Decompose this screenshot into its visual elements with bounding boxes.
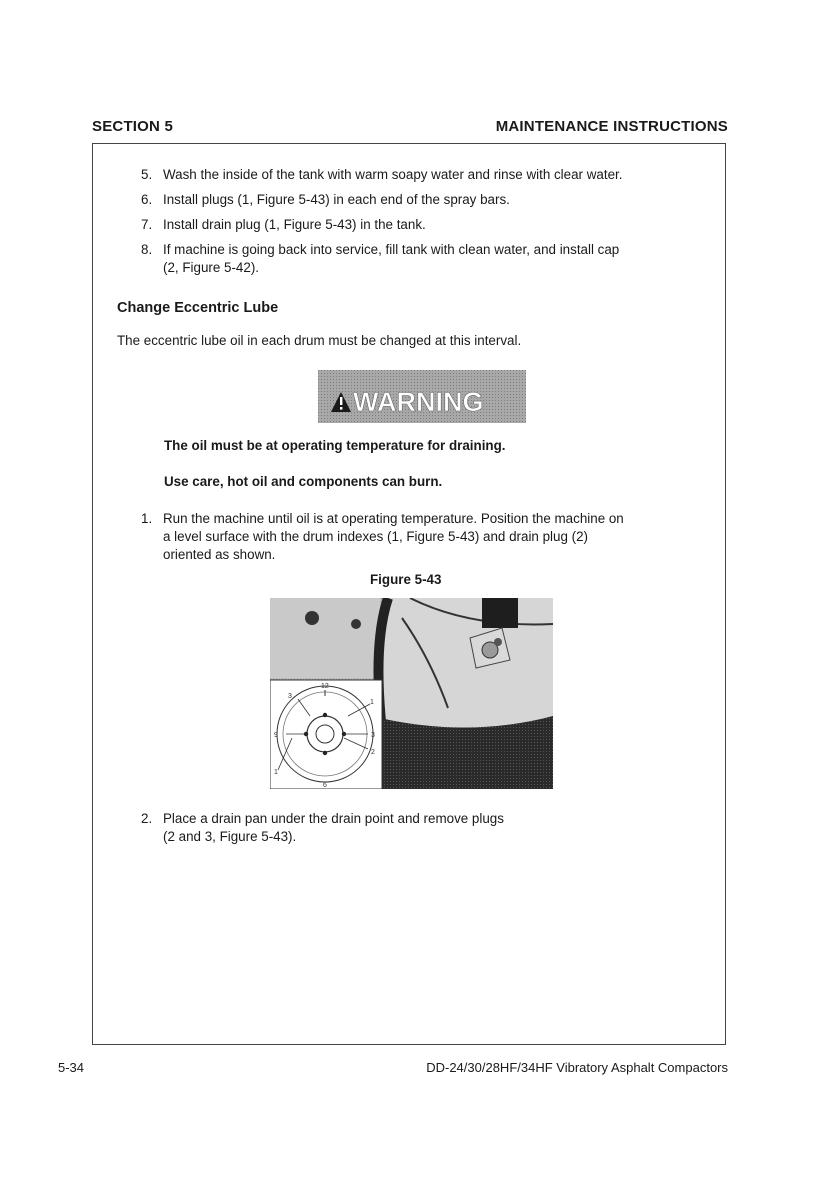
callout: 2 (371, 749, 375, 756)
content-frame (92, 143, 726, 1045)
list-item (141, 810, 701, 846)
callout: 3 (371, 732, 375, 739)
step-text: Install drain plug (1, Figure 5-43) in the tank. (163, 217, 426, 232)
index-diagram (270, 680, 382, 789)
step-text: (2 and 3, Figure 5-43). (163, 829, 297, 844)
step-text: Install plugs (1, Figure 5-43) in each end of the spray bars. (163, 192, 510, 207)
step-text: Wash the inside of the tank with warm soapy water and rinse with clear water. (163, 167, 623, 182)
warning-label-svg (318, 370, 526, 423)
step-text: a level surface with the drum indexes (1, Figure 5-43) and drain plug (2) (163, 529, 588, 544)
step-number: 8. (141, 242, 153, 257)
step-text: If machine is going back into service, fill tank with clean water, and install cap (163, 242, 620, 257)
figure-caption: Figure 5-43 (370, 572, 442, 587)
warning-banner (318, 370, 526, 423)
step-number: 2. (141, 811, 153, 826)
callout: 9 (274, 732, 278, 739)
step-text: (2, Figure 5-42). (163, 260, 260, 275)
callout: 3 (288, 693, 292, 700)
step-text: Run the machine until oil is at operating temperature. Position the machine on (163, 511, 624, 526)
step-text: oriented as shown. (163, 547, 276, 562)
intro-paragraph: The eccentric lube oil in each drum must be changed at this interval. (117, 333, 522, 348)
bolt-hole (351, 619, 361, 629)
callout: 1 (370, 699, 374, 706)
warning-line: The oil must be at operating temperature for draining. (164, 438, 506, 453)
warning-line: Use care, hot oil and components can burn. (164, 474, 443, 489)
callout: 12 (321, 683, 329, 690)
list-item (141, 510, 701, 564)
page-number: 5-34 (58, 1060, 85, 1075)
list-item (141, 241, 701, 277)
figure-photo (270, 598, 553, 789)
step-number: 1. (141, 511, 153, 526)
callout: 1 (274, 769, 278, 776)
callout: 6 (323, 782, 327, 789)
step-number: 6. (141, 192, 153, 207)
step-text: Place a drain pan under the drain point and remove plugs (163, 811, 504, 826)
subheading: Change Eccentric Lube (117, 300, 279, 316)
warning-label: WARNING (353, 387, 484, 417)
figure-svg (270, 598, 553, 789)
section-title: MAINTENANCE INSTRUCTIONS (495, 118, 728, 135)
bolt-hole (305, 611, 319, 625)
step-number: 7. (141, 217, 153, 232)
section-label: SECTION 5 (92, 118, 173, 135)
footer-product: DD-24/30/28HF/34HF Vibratory Asphalt Compactors (426, 1060, 728, 1075)
step-number: 5. (141, 167, 153, 182)
